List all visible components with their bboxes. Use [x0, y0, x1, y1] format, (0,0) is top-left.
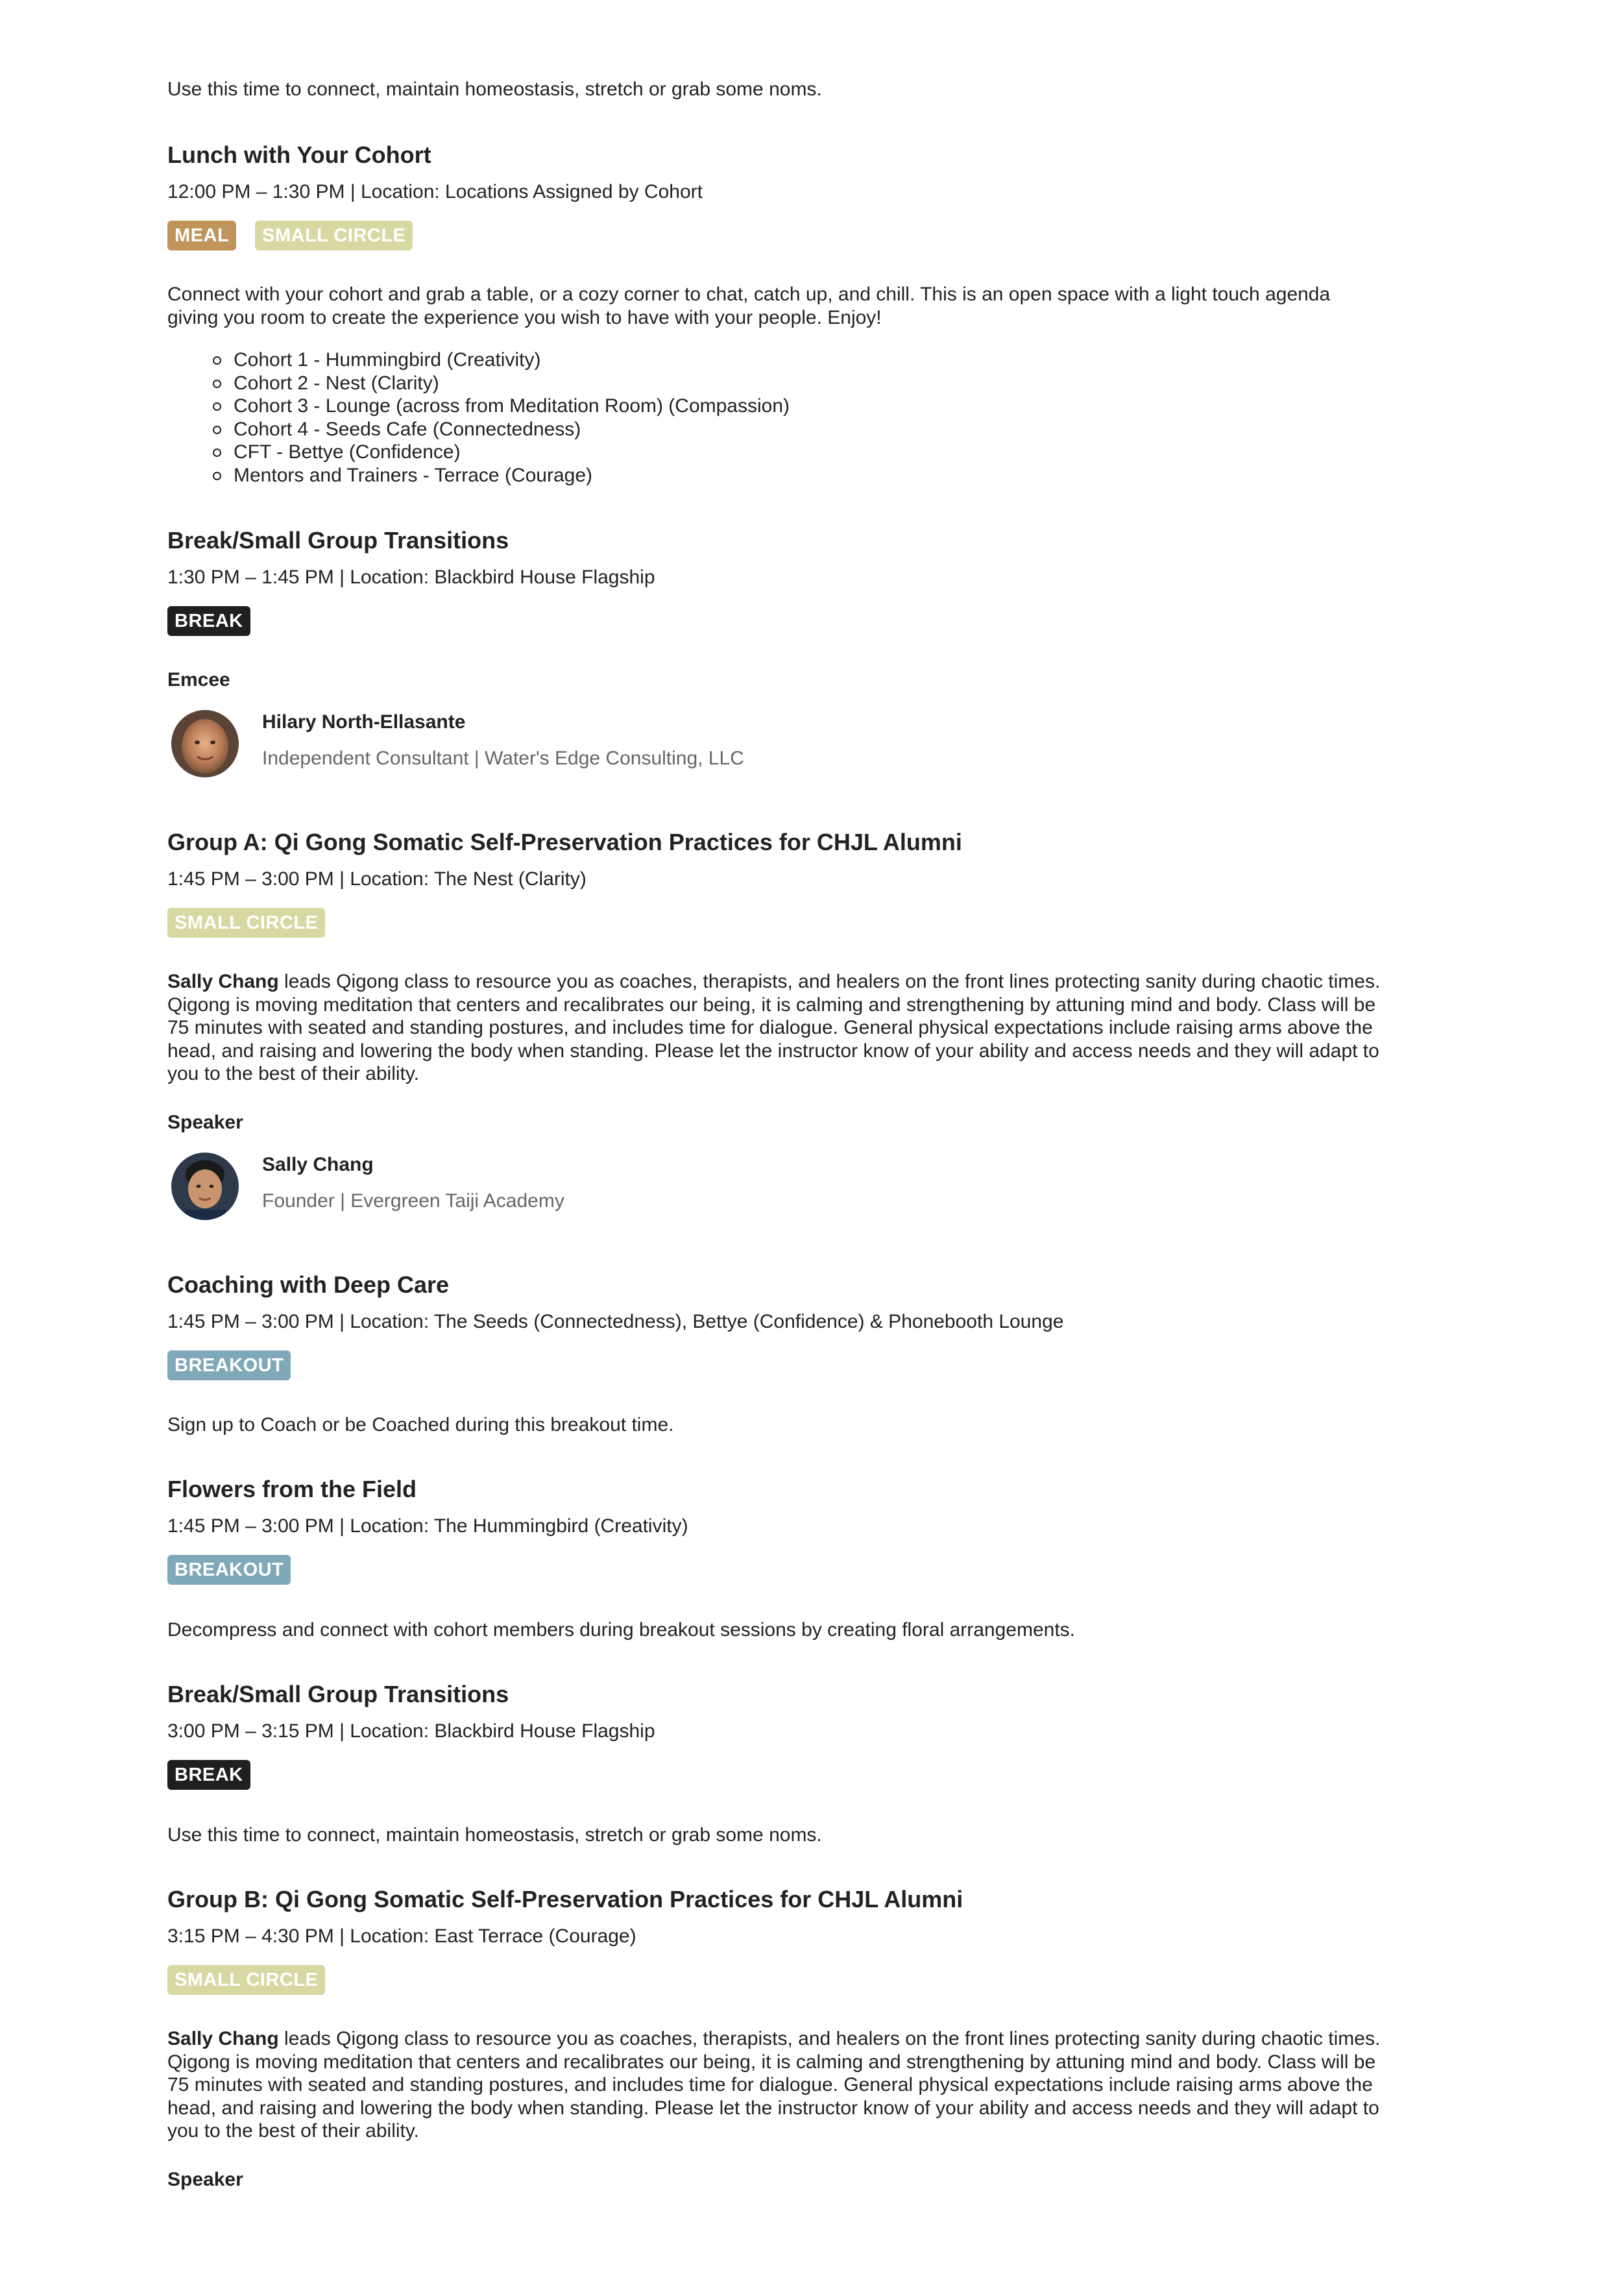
session-meta: 1:45 PM – 3:00 PM | Location: The Seeds (Connectedness), Bettye (Confidence) & Phonebooth Lounge	[167, 1311, 1064, 1332]
session-title[interactable]: Lunch with Your Cohort	[167, 141, 431, 168]
session-meta: 3:00 PM – 3:15 PM | Location: Blackbird House Flagship	[167, 1720, 655, 1742]
small-circle-tag: SMALL CIRCLE	[167, 1965, 325, 1995]
session-description: Use this time to connect, maintain homeostasis, stretch or grab some noms.	[167, 1824, 822, 1846]
session-description: Decompress and connect with cohort members during breakout sessions by creating floral arrangements.	[167, 1619, 1076, 1641]
list-item: CFT - Bettye (Confidence)	[234, 441, 790, 464]
list-item: Cohort 3 - Lounge (across from Meditation Room) (Compassion)	[234, 395, 790, 417]
breakout-tag: BREAKOUT	[167, 1350, 291, 1380]
avatar[interactable]	[171, 710, 239, 777]
session-description: Sally Chang leads Qigong class to resource you as coaches, therapists, and healers on the front lines protecting sanity during chaotic times. Qigong is moving meditation that centers and recalibrates our being, it is calming and strengthening by attuning mind and body. Class will be 75 minutes with seated and standing postures, and includes time for dialogue. General physical expectations include raising arms above the head, and raising and lowering the body when standing. Please let the instructor know of your ability and access needs and they will adapt to you to the best of their ability.	[167, 2028, 1381, 2142]
list-item: Mentors and Trainers - Terrace (Courage)	[234, 464, 790, 487]
small-circle-tag: SMALL CIRCLE	[255, 221, 413, 250]
session-title[interactable]: Group B: Qi Gong Somatic Self-Preservation Practices for CHJL Alumni	[167, 1886, 963, 1912]
session-title[interactable]: Break/Small Group Transitions	[167, 527, 509, 554]
break-tag: BREAK	[167, 606, 250, 636]
avatar[interactable]	[171, 1153, 239, 1220]
role-label: Speaker	[167, 2169, 243, 2190]
session-title[interactable]: Flowers from the Field	[167, 1476, 417, 1502]
break-tag: BREAK	[167, 1760, 250, 1790]
session-title[interactable]: Break/Small Group Transitions	[167, 1681, 509, 1707]
intro-text: Use this time to connect, maintain homeostasis, stretch or grab some noms.	[167, 79, 822, 100]
speaker-name-inline: Sally Chang	[167, 2028, 279, 2049]
person-role: Founder | Evergreen Taiji Academy	[262, 1190, 564, 1212]
person-name[interactable]: Sally Chang	[262, 1154, 374, 1175]
small-circle-tag: SMALL CIRCLE	[167, 908, 325, 938]
list-item: Cohort 4 - Seeds Cafe (Connectedness)	[234, 418, 790, 441]
person-photo-icon	[171, 710, 239, 777]
session-description: Sally Chang leads Qigong class to resource you as coaches, therapists, and healers on the front lines protecting sanity during chaotic times. Qigong is moving meditation that centers and recalibrates our being, it is calming and strengthening by attuning mind and body. Class will be 75 minutes with seated and standing postures, and includes time for dialogue. General physical expectations include raising arms above the head, and raising and lowering the body when standing. Please let the instructor know of your ability and access needs and they will adapt to you to the best of their ability.	[167, 971, 1381, 1085]
person-name[interactable]: Hilary North-Ellasante	[262, 711, 466, 733]
session-title[interactable]: Coaching with Deep Care	[167, 1271, 450, 1298]
session-description: Connect with your cohort and grab a table, or a cozy corner to chat, catch up, and chill. This is an open space with a light touch agenda giving you room to create the experience you wish to have with your people. Enjoy!	[167, 284, 1331, 328]
person-role: Independent Consultant | Water's Edge Consulting, LLC	[262, 748, 744, 769]
person-photo-icon	[171, 1153, 239, 1220]
session-description: Sign up to Coach or be Coached during this breakout time.	[167, 1414, 674, 1435]
session-meta: 12:00 PM – 1:30 PM | Location: Locations Assigned by Cohort	[167, 181, 703, 202]
breakout-tag: BREAKOUT	[167, 1555, 291, 1585]
speaker-name-inline: Sally Chang	[167, 971, 279, 992]
role-label: Speaker	[167, 1112, 243, 1133]
session-meta: 3:15 PM – 4:30 PM | Location: East Terrace (Courage)	[167, 1925, 636, 1947]
list-item: Cohort 1 - Hummingbird (Creativity)	[234, 348, 790, 372]
meal-tag: MEAL	[167, 221, 236, 250]
session-meta: 1:45 PM – 3:00 PM | Location: The Nest (Clarity)	[167, 868, 587, 890]
cohort-list	[201, 348, 790, 487]
session-meta: 1:30 PM – 1:45 PM | Location: Blackbird House Flagship	[167, 567, 655, 588]
list-item: Cohort 2 - Nest (Clarity)	[234, 372, 790, 395]
session-meta: 1:45 PM – 3:00 PM | Location: The Hummingbird (Creativity)	[167, 1515, 688, 1537]
role-label: Emcee	[167, 669, 230, 690]
session-title[interactable]: Group A: Qi Gong Somatic Self-Preservation Practices for CHJL Alumni	[167, 829, 962, 855]
